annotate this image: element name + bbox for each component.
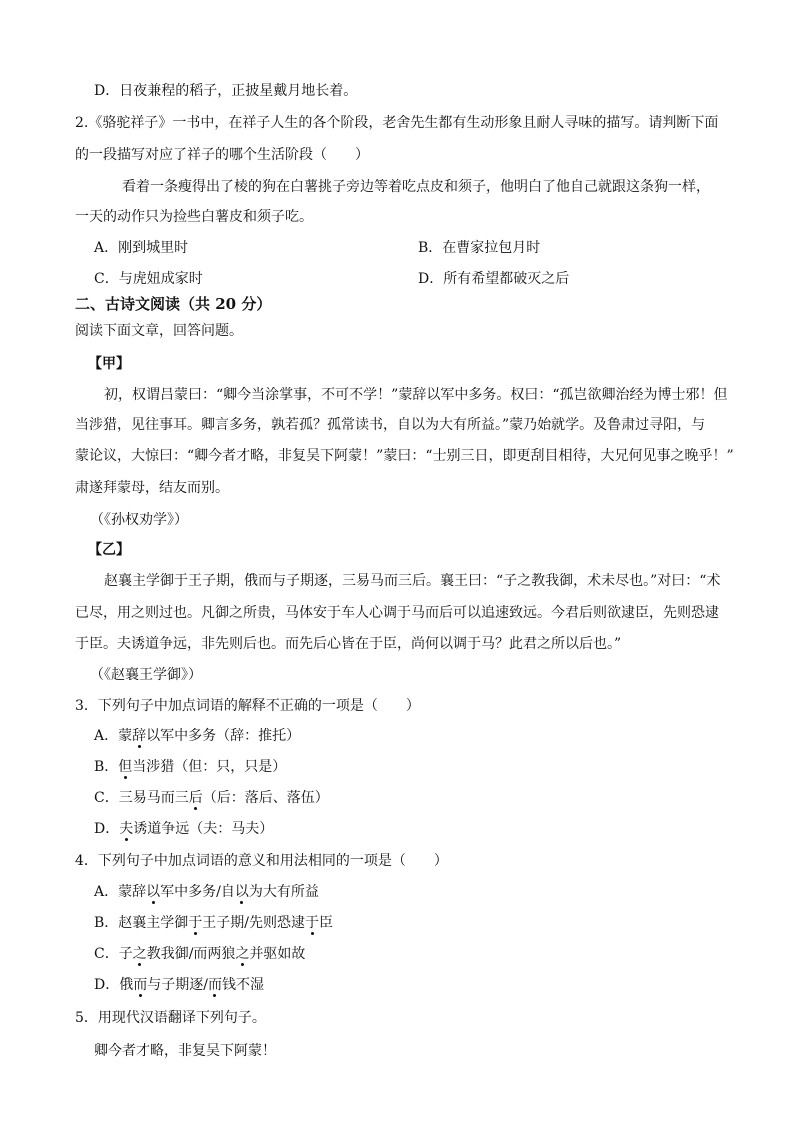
q4-stem: 4．下列句子中加点词语的意义和用法相同的一项是（ ） [75, 853, 448, 869]
q2-stem-line-2: 的一段描写对应了祥子的哪个生活阶段（ ） [75, 147, 369, 163]
dotted-word: 之 [132, 946, 147, 962]
q4-option-a [94, 882, 319, 902]
option-text: 以军中多务（辞：推托） [146, 728, 301, 744]
passage-b-source: （《赵襄王学御》） [90, 667, 202, 683]
option-text: 教我御/而两狼 [146, 946, 236, 962]
passage-a-line-4: 肃遂拜蒙母，结友而别。 [75, 480, 229, 496]
q5-stem: 5．用现代汉语翻译下列句子。 [75, 1010, 266, 1026]
q2-option-c: C．与虎妞成家时 [94, 271, 203, 287]
passage-b-line-3: 于臣。夫诱道争远，非先则后也。而先后心皆在于臣，尚何以调于马？此君之所以后也。” [75, 636, 622, 652]
q1-option-d: D．日夜兼程的稻子，正披星戴月地长着。 [94, 83, 358, 99]
dotted-word: 但 [118, 759, 133, 775]
q2-option-b: B．在曹家拉包月时 [418, 240, 541, 256]
dotted-word: 于 [305, 915, 320, 931]
passage-b-label: 【乙】 [88, 542, 130, 558]
q2-stem-line-1: 2.《骆驼祥子》一书中，在祥子人生的各个阶段，老舍先生都有生动形象且耐人寻味的描写。请判断下面 [75, 115, 719, 131]
dotted-word: 辞 [132, 728, 147, 744]
option-text: 当涉猎（但：只，只是） [132, 759, 287, 775]
passage-b-line-2: 已尽，用之则过也。凡御之所贵，马体安于车人心调于马而后可以追速致远。今君后则欲逮臣，先则恐逮 [75, 605, 719, 621]
passage-b-line-1: 赵襄主学御于王子期，俄而与子期逐，三易马而三后。襄王曰：“子之教我御，术未尽也。”对曰：“术 [104, 573, 721, 589]
option-text: 钱不湿 [221, 977, 264, 993]
option-text: （后：落后、落伍） [202, 790, 329, 806]
q2-option-d: D．所有希望都破灭之后 [418, 271, 570, 287]
option-label: B． [94, 915, 119, 931]
option-text: 三易马而三 [118, 790, 189, 806]
passage-a-line-1: 初，权谓吕蒙曰：“卿今当涂掌事，不可不学！”蒙辞以军中多务。权曰：“孤岂欲卿治经为博士邪！但 [104, 387, 728, 403]
option-text: 诱道争远（夫：马夫） [133, 821, 274, 837]
q4-option-d [94, 975, 264, 995]
option-label: B． [94, 759, 119, 775]
option-label: C． [94, 946, 119, 962]
option-label: C． [94, 790, 119, 806]
option-text: 军中多务/自 [160, 884, 235, 900]
dotted-word: 而 [207, 977, 222, 993]
q4-option-b [94, 913, 333, 933]
option-label: D． [94, 977, 120, 993]
dotted-word: 夫 [119, 821, 134, 837]
option-text: 王子期/先则恐逮 [202, 915, 306, 931]
option-text: 蒙辞 [118, 884, 147, 900]
q3-option-b [94, 757, 286, 777]
option-text: 并驱如故 [249, 946, 306, 962]
q2-option-a: A．刚到城里时 [94, 240, 189, 256]
option-text: 蒙 [118, 728, 133, 744]
option-text: 子 [118, 946, 133, 962]
passage-a-line-2: 当涉猎，见往事耳。卿言多务，孰若孤？孤常读书，自以为大有所益。”蒙乃始就学。及鲁肃过寻阳，与 [75, 417, 706, 433]
q5-sentence: 卿今者才略，非复吴下阿蒙！ [94, 1043, 276, 1059]
q2-quote-line-2: 一天的动作只为捡些白薯皮和须子吃。 [75, 209, 313, 225]
dotted-word: 以 [146, 884, 161, 900]
option-text: 与子期逐/ [147, 977, 208, 993]
passage-a-source: （《孙权劝学》） [90, 512, 188, 528]
q3-option-c [94, 788, 329, 808]
option-label: A． [94, 728, 119, 744]
section-instruction: 阅读下面文章，回答问题。 [75, 323, 243, 339]
dotted-word: 以 [234, 884, 249, 900]
passage-a-line-3: 蒙论议，大惊曰：“卿今者才略，非复吴下阿蒙！”蒙曰：“士别三日，即更刮目相待，大兄何见事之晚乎！” [75, 448, 734, 464]
dotted-word: 后 [188, 790, 203, 806]
q3-option-d [94, 819, 273, 839]
dotted-word: 而 [133, 977, 148, 993]
section-heading: 二、古诗文阅读（共 20 分） [75, 295, 272, 313]
dotted-word: 于 [188, 915, 203, 931]
q3-stem: 3．下列句子中加点词语的解释不正确的一项是（ ） [75, 698, 420, 714]
option-text: 臣 [319, 915, 334, 931]
q2-quote-line-1: 看着一条瘦得出了棱的狗在白薯挑子旁边等着吃点皮和须子，他明白了他自己就跟这条狗一样， [122, 179, 710, 195]
passage-a-label: 【甲】 [88, 356, 130, 372]
option-text: 俄 [119, 977, 134, 993]
option-label: D． [94, 821, 120, 837]
q4-option-c [94, 944, 305, 964]
option-text: 为大有所益 [248, 884, 319, 900]
option-text: 赵襄主学御 [118, 915, 189, 931]
dotted-word: 之 [235, 946, 250, 962]
option-label: A． [94, 884, 119, 900]
q3-option-a [94, 726, 300, 746]
